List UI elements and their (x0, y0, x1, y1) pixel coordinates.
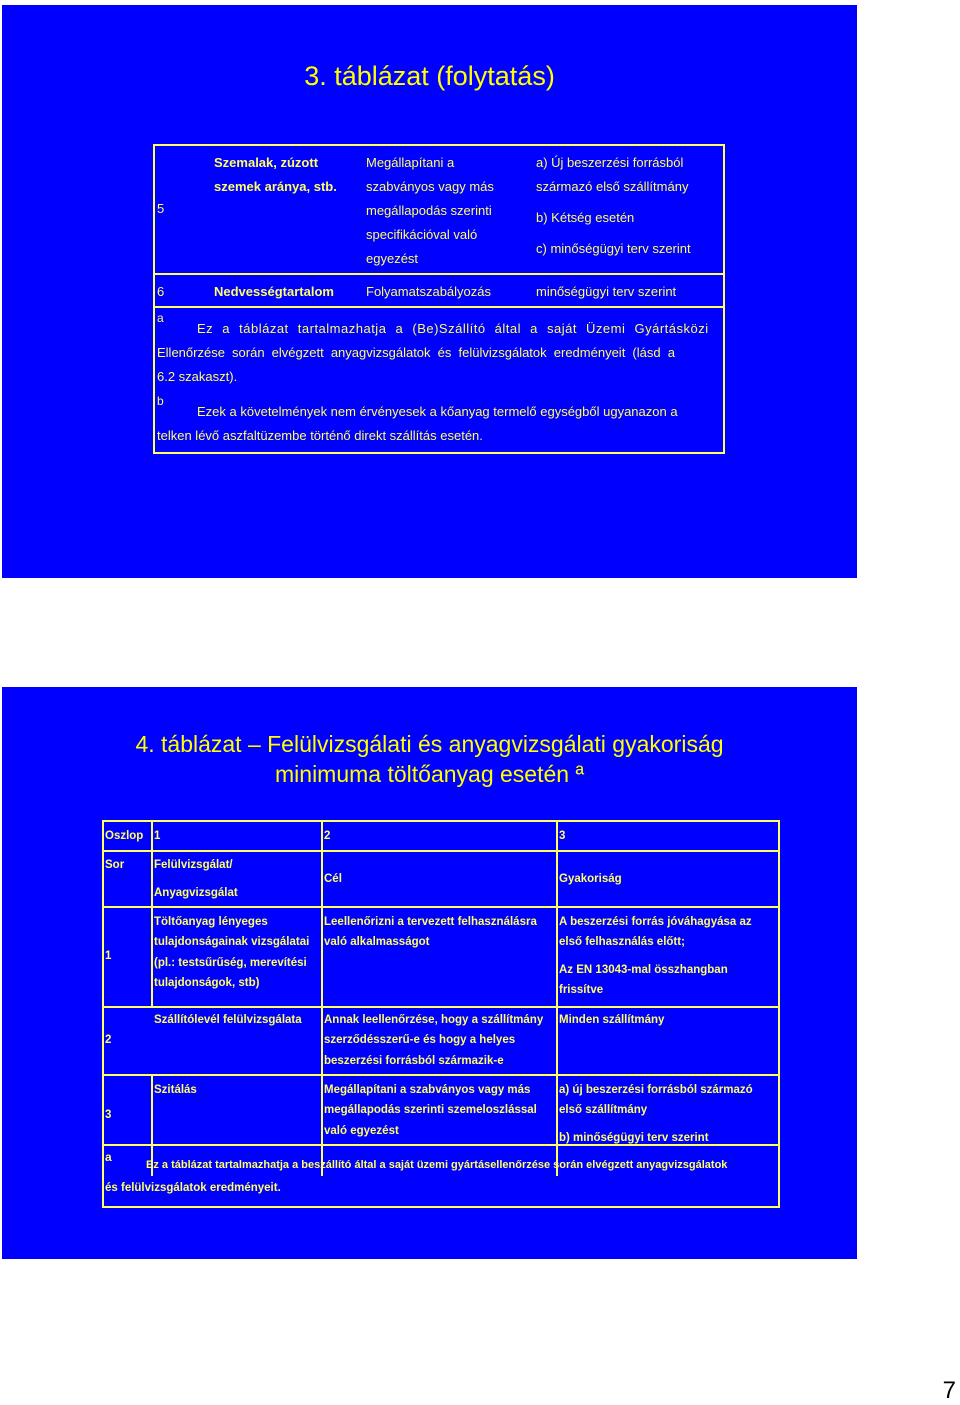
note-a-marker: a (157, 311, 164, 325)
slide-table-3-continued (2, 5, 857, 578)
table-3-continued (153, 144, 725, 454)
row5-name-line2: szemek aránya, stb. (214, 179, 337, 194)
slide-title (2, 729, 857, 789)
note-a-line1: Ez a táblázat tartalmazhatja a (Be)Szállító által a saját Üzemi Gyártásközi (197, 321, 709, 336)
note-b-marker: b (157, 394, 164, 408)
column-label: Oszlop (105, 830, 144, 842)
row1-frequency-line4: frissítve (559, 984, 604, 996)
row5-frequency-line3: b) Kétség esetén (536, 210, 635, 225)
note-a-line1: Ez a táblázat tartalmazhatja a beszállító által a saját üzemi gyártásellenőrzése során elvégzett anyagvizsgálatok (146, 1159, 728, 1171)
row1-frequency-line1: A beszerzési forrás jóváhagyása az (559, 916, 752, 928)
row1-number: 1 (105, 950, 112, 962)
header-purpose: Cél (324, 873, 342, 885)
row5-method-line3: megállapodás szerinti (366, 203, 492, 218)
row5-frequency-line1: a) Új beszerzési forrásból (536, 155, 684, 170)
row5-method-line5: egyezést (366, 251, 419, 266)
note-a-marker: a (105, 1150, 112, 1164)
row2-number: 2 (105, 1034, 112, 1046)
slide-title: 3. táblázat (folytatás) (304, 61, 555, 91)
row3-frequency-line2: első szállítmány (559, 1104, 648, 1116)
column-2-number: 2 (324, 830, 331, 842)
row5-method-line4: specifikációval való (366, 227, 478, 242)
row3-number: 3 (105, 1109, 112, 1121)
row2-purpose-line1: Annak leellenőrzése, hogy a szállítmány (324, 1014, 544, 1026)
row6-name: Nedvességtartalom (214, 284, 334, 299)
row6-frequency: minőségügyi terv szerint (536, 284, 677, 299)
row-divider (104, 1006, 778, 1008)
row2-purpose-line3: beszerzési forrásból származik-e (324, 1055, 504, 1067)
note-a-line2: és felülvizsgálatok eredményeit. (105, 1182, 281, 1194)
row3-purpose-line1: Megállapítani a szabványos vagy más (324, 1084, 531, 1096)
note-b-line2: telken lévő aszfaltüzembe történő direkt szállítás esetén. (157, 428, 483, 443)
row3-frequency-line1: a) új beszerzési forrásból származó (559, 1084, 753, 1096)
column-divider (321, 822, 323, 1176)
row5-number: 5 (157, 201, 165, 216)
row3-inspection: Szitálás (154, 1084, 197, 1096)
row-divider (104, 850, 778, 852)
row5-method-line2: szabványos vagy más (366, 179, 494, 194)
row5-name-line1: Szemalak, zúzott (214, 155, 319, 170)
note-a-line3: 6.2 szakaszt). (157, 369, 238, 384)
row2-frequency: Minden szállítmány (559, 1014, 665, 1026)
column-3-number: 3 (559, 830, 566, 842)
page-number: 7 (942, 1377, 956, 1404)
row1-purpose-line2: való alkalmasságot (324, 936, 430, 948)
row3-purpose-line3: való egyezést (324, 1125, 399, 1137)
column-1-number: 1 (154, 830, 161, 842)
slide-title-line2: minimuma töltőanyag esetén ª (275, 761, 584, 787)
column-divider (556, 822, 558, 1176)
row2-inspection: Szállítólevél felülvizsgálata (154, 1014, 302, 1026)
row-divider (155, 273, 723, 275)
row1-inspection-line1: Töltőanyag lényeges (154, 916, 268, 928)
row1-purpose-line1: Leellenőrizni a tervezett felhasználásra (324, 916, 537, 928)
row1-inspection-line3: (pl.: testsűrűség, merevítési (154, 957, 307, 969)
note-b-line1: Ezek a követelmények nem érvényesek a kőanyag termelő egységből ugyanazon a (197, 404, 678, 419)
row6-number: 6 (157, 284, 165, 299)
row1-inspection-line2: tulajdonságainak vizsgálatai (154, 936, 310, 948)
row5-frequency-line2: származó első szállítmány (536, 179, 689, 194)
row1-frequency-line2: első felhasználás előtt; (559, 936, 685, 948)
row5-method-line1: Megállapítani a (366, 155, 455, 170)
table-4 (102, 820, 780, 1208)
row-divider (104, 1074, 778, 1076)
row6-method: Folyamatszabályozás (366, 284, 491, 299)
row2-purpose-line2: szerződésszerű-e és hogy a helyes (324, 1034, 516, 1046)
row3-purpose-line2: megállapodás szerinti szemeloszlással (324, 1104, 537, 1116)
notes-divider (155, 306, 723, 308)
row1-inspection-line4: tulajdonságok, stb) (154, 977, 260, 989)
slide-title-line1: 4. táblázat – Felülvizsgálati és anyagvizsgálati gyakoriság (135, 731, 724, 757)
row1-frequency-line3: Az EN 13043-mal összhangban (559, 964, 728, 976)
slide-table-4 (2, 687, 857, 1259)
note-a-line2: Ellenőrzése során elvégzett anyagvizsgálatok és felülvizsgálatok eredményeit (lásd a (157, 345, 675, 360)
header-inspection-line2: Anyagvizsgálat (154, 887, 238, 899)
row-divider (104, 906, 778, 908)
row3-frequency-line3: b) minőségügyi terv szerint (559, 1132, 709, 1144)
header-frequency: Gyakoriság (559, 873, 622, 885)
row5-frequency-line4: c) minőségügyi terv szerint (536, 241, 691, 256)
header-inspection-line1: Felülvizsgálat/ (154, 859, 233, 871)
row-label: Sor (105, 859, 125, 871)
